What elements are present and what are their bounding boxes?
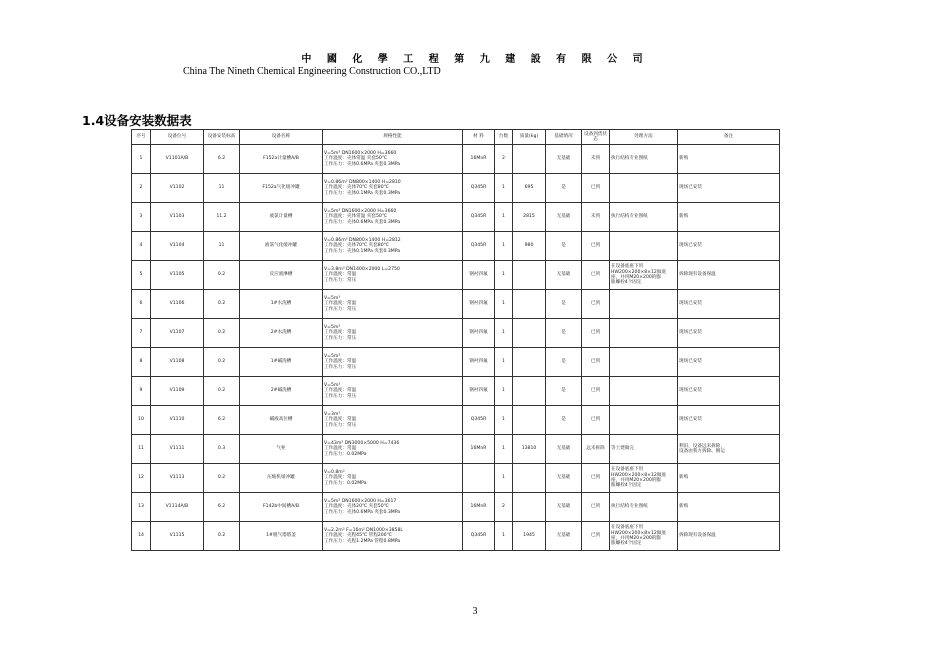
arrival-status-cell: 已到 xyxy=(582,319,610,348)
table-row xyxy=(132,319,780,348)
foundation-cell: 无基础 xyxy=(546,203,582,232)
row-number-cell: 14 xyxy=(132,522,151,551)
mass-cell xyxy=(513,145,546,174)
quantity-cell: 1 xyxy=(495,435,513,464)
foundation-cell: 无基础 xyxy=(546,493,582,522)
table-row xyxy=(132,464,780,493)
remark-cell: 拆除现有设备保温 xyxy=(678,522,780,551)
specification-cell: V=0.86m³ DN800×1400 H=2810 工作温度：壳体70℃ 夹套80℃ 工作压力：壳体0.1MPa 夹套0.3MPa xyxy=(323,174,463,203)
install-elevation-cell: 0.2 xyxy=(204,319,240,348)
install-elevation-cell: 0.2 xyxy=(204,348,240,377)
handling-method-cell xyxy=(610,232,678,261)
foundation-cell: 是 xyxy=(546,319,582,348)
arrival-status-cell: 已到 xyxy=(582,493,610,522)
table-row xyxy=(132,377,780,406)
mass-cell xyxy=(513,319,546,348)
foundation-cell: 是 xyxy=(546,290,582,319)
material-cell: Q345R xyxy=(463,406,495,435)
equipment-tag-cell: V1105 xyxy=(151,261,204,290)
row-number-cell: 5 xyxy=(132,261,151,290)
equipment-tag-cell: V1110 xyxy=(151,406,204,435)
material-cell: 钢衬四氟 xyxy=(463,377,495,406)
handling-method-cell xyxy=(610,377,678,406)
handling-method-cell: 执行结构专业图纸 xyxy=(610,493,678,522)
quantity-cell: 1 xyxy=(495,522,513,551)
column-header: 设备到货状态 xyxy=(582,130,610,145)
remark-cell: 现场已安装 xyxy=(678,290,780,319)
quantity-cell: 2 xyxy=(495,145,513,174)
remark-cell: 现场已安装 xyxy=(678,232,780,261)
equipment-tag-cell: V1115 xyxy=(151,522,204,551)
material-cell: 钢衬四氟 xyxy=(463,290,495,319)
column-header: 基础情况 xyxy=(546,130,582,145)
row-number-cell: 9 xyxy=(132,377,151,406)
row-number-cell: 6 xyxy=(132,290,151,319)
table-body xyxy=(132,145,780,551)
company-name-cn: 中 國 化 學 工 程 第 九 建 設 有 限 公 司 xyxy=(301,54,649,65)
foundation-cell: 无基础 xyxy=(546,435,582,464)
foundation-cell: 是 xyxy=(546,406,582,435)
row-number-cell: 2 xyxy=(132,174,151,203)
equipment-name-cell: 液氯气化缓冲罐 xyxy=(240,232,323,261)
handling-method-cell xyxy=(610,319,678,348)
specification-cell: V=5m³ DN1600×2000 H=3660 工作温度：壳体常温 夹套50℃ 工作压力：壳体0.6MPa 夹套0.3MPa xyxy=(323,203,463,232)
handling-method-cell xyxy=(610,406,678,435)
row-number-cell: 11 xyxy=(132,435,151,464)
table-row xyxy=(132,232,780,261)
install-elevation-cell: 0.2 xyxy=(204,261,240,290)
remark-cell: 新购 xyxy=(678,493,780,522)
mass-cell: 2815 xyxy=(513,203,546,232)
equipment-tag-cell: V1102 xyxy=(151,174,204,203)
equipment-tag-cell: V1107 xyxy=(151,319,204,348)
material-cell: Q345R xyxy=(463,522,495,551)
quantity-cell: 1 xyxy=(495,348,513,377)
foundation-cell: 是 xyxy=(546,377,582,406)
mass-cell xyxy=(513,406,546,435)
company-name-en: China The Nineth Chemical Engineering Construction CO.,LTD xyxy=(183,66,441,77)
row-number-cell: 3 xyxy=(132,203,151,232)
foundation-cell: 无基础 xyxy=(546,261,582,290)
equipment-tag-cell: V1109 xyxy=(151,377,204,406)
table-row xyxy=(132,174,780,203)
equipment-name-cell: 反应液淋槽 xyxy=(240,261,323,290)
install-elevation-cell: 0.2 xyxy=(204,464,240,493)
foundation-cell: 无基础 xyxy=(546,522,582,551)
column-header: 序号 xyxy=(132,130,151,145)
handling-method-cell: 等土建做完 xyxy=(610,435,678,464)
mass-cell xyxy=(513,493,546,522)
quantity-cell: 1 xyxy=(495,203,513,232)
equipment-tag-cell: V1111 xyxy=(151,435,204,464)
handling-method-cell: 在设备底座下用 HW200×200×8×12做底 座，并用M20×200的膨 胀螺栓4个固定 xyxy=(610,522,678,551)
arrival-status-cell: 已到 xyxy=(582,522,610,551)
remark-cell: 现场已安装 xyxy=(678,348,780,377)
column-header: 质量(kg) xyxy=(513,130,546,145)
arrival-status-cell: 已到 xyxy=(582,348,610,377)
specification-cell: V=0.86m³ DN800×1400 H=2812 工作温度：壳体70℃ 夹套80℃ 工作压力：壳体0.1MPa 夹套0.3MPa xyxy=(323,232,463,261)
equipment-tag-cell: V1103 xyxy=(151,203,204,232)
foundation-cell: 无基础 xyxy=(546,145,582,174)
specification-cell: V=3m³ 工作温度：常温 工作压力：常压 xyxy=(323,406,463,435)
specification-cell: V=3.8m³ DN1400×2000 L=2750 工作温度：常温 工作压力：常压 xyxy=(323,261,463,290)
table-header-row xyxy=(132,130,780,145)
material-cell: 钢衬四氟 xyxy=(463,319,495,348)
column-header: 材 料 xyxy=(463,130,495,145)
row-number-cell: 7 xyxy=(132,319,151,348)
mass-cell xyxy=(513,261,546,290)
equipment-name-cell: 压缩机缓冲罐 xyxy=(240,464,323,493)
equipment-data-table xyxy=(131,129,780,551)
table-row xyxy=(132,290,780,319)
install-elevation-cell: 6.2 xyxy=(204,145,240,174)
equipment-tag-cell: V1106 xyxy=(151,290,204,319)
specification-cell: V=43m³ DN3000×5000 H=7436 工作温度：常温 工作压力：0.02MPa xyxy=(323,435,463,464)
quantity-cell: 1 xyxy=(495,406,513,435)
quantity-cell: 1 xyxy=(495,261,513,290)
specification-cell: V=2.2m³ F=16m² DN1000×3858L 工作温度：壳程45℃ 管程200℃ 工作压力：壳程1.2MPa 管程0.8MPa xyxy=(323,522,463,551)
arrival-status-cell: 远未拆除 xyxy=(582,435,610,464)
table-row xyxy=(132,348,780,377)
column-header: 台数 xyxy=(495,130,513,145)
handling-method-cell: 执行结构专业图纸 xyxy=(610,203,678,232)
row-number-cell: 13 xyxy=(132,493,151,522)
page-number: 3 xyxy=(472,606,478,617)
arrival-status-cell: 已到 xyxy=(582,174,610,203)
arrival-status-cell: 未到 xyxy=(582,203,610,232)
mass-cell: 980 xyxy=(513,232,546,261)
quantity-cell: 1 xyxy=(495,290,513,319)
remark-cell: 利旧，设备远未拆除， 设备由我方拆除、倒运 xyxy=(678,435,780,464)
install-elevation-cell: 6.2 xyxy=(204,493,240,522)
install-elevation-cell: 0.3 xyxy=(204,435,240,464)
mass-cell xyxy=(513,348,546,377)
arrival-status-cell: 已到 xyxy=(582,406,610,435)
row-number-cell: 10 xyxy=(132,406,151,435)
equipment-name-cell: 2#碱洗槽 xyxy=(240,377,323,406)
specification-cell: V=5m³ DN1600×2000 H=3617 工作温度：壳体20℃ 夹套50℃ 工作压力：壳体0.6MPa 夹套0.3MPa xyxy=(323,493,463,522)
material-cell: Q345R xyxy=(463,203,495,232)
quantity-cell: 1 xyxy=(495,232,513,261)
column-header: 处理方法 xyxy=(610,130,678,145)
equipment-name-cell: 2#水洗槽 xyxy=(240,319,323,348)
quantity-cell: 2 xyxy=(495,493,513,522)
handling-method-cell: 执行结构专业图纸 xyxy=(610,145,678,174)
row-number-cell: 8 xyxy=(132,348,151,377)
quantity-cell: 1 xyxy=(495,377,513,406)
column-header: 设备安装标高 xyxy=(204,130,240,145)
remark-cell: 新购 xyxy=(678,203,780,232)
arrival-status-cell: 已到 xyxy=(582,232,610,261)
quantity-cell: 1 xyxy=(495,319,513,348)
foundation-cell: 是 xyxy=(546,232,582,261)
install-elevation-cell: 11 xyxy=(204,174,240,203)
equipment-name-cell: 1#碱洗槽 xyxy=(240,348,323,377)
mass-cell xyxy=(513,464,546,493)
equipment-name-cell: F142b中间槽A/B xyxy=(240,493,323,522)
equipment-tag-cell: V1104 xyxy=(151,232,204,261)
material-cell: 16MnR xyxy=(463,435,495,464)
arrival-status-cell: 已到 xyxy=(582,261,610,290)
remark-cell: 现场已安装 xyxy=(678,406,780,435)
mass-cell: 13810 xyxy=(513,435,546,464)
equipment-name-cell: 1#水洗槽 xyxy=(240,290,323,319)
install-elevation-cell: 11.2 xyxy=(204,203,240,232)
material-cell xyxy=(463,464,495,493)
row-number-cell: 1 xyxy=(132,145,151,174)
handling-method-cell xyxy=(610,290,678,319)
handling-method-cell xyxy=(610,174,678,203)
mass-cell: 695 xyxy=(513,174,546,203)
remark-cell: 拆除现有设备保温 xyxy=(678,261,780,290)
column-header: 规格性能 xyxy=(323,130,463,145)
equipment-name-cell: 气柜 xyxy=(240,435,323,464)
table-row xyxy=(132,435,780,464)
foundation-cell: 是 xyxy=(546,348,582,377)
specification-cell: V=5m³ 工作温度：常温 工作压力：常压 xyxy=(323,377,463,406)
equipment-tag-cell: V1108 xyxy=(151,348,204,377)
equipment-name-cell: F152a计量槽A/B xyxy=(240,145,323,174)
equipment-name-cell: F152a气化缓冲罐 xyxy=(240,174,323,203)
remark-cell: 新购 xyxy=(678,145,780,174)
install-elevation-cell: 6.2 xyxy=(204,406,240,435)
section-title: 1.4设备安装数据表 xyxy=(82,113,192,128)
specification-cell: V=5m³ 工作温度：常温 工作压力：常压 xyxy=(323,319,463,348)
column-header: 设备位号 xyxy=(151,130,204,145)
row-number-cell: 4 xyxy=(132,232,151,261)
remark-cell: 新购 xyxy=(678,464,780,493)
material-cell: 钢衬四氟 xyxy=(463,348,495,377)
quantity-cell: 1 xyxy=(495,174,513,203)
handling-method-cell: 在设备底座下用 HW200×200×8×12做底 座，并用M20×200的膨 胀螺栓4个固定 xyxy=(610,464,678,493)
equipment-tag-cell: V1114A/B xyxy=(151,493,204,522)
arrival-status-cell: 未到 xyxy=(582,145,610,174)
install-elevation-cell: 0.2 xyxy=(204,522,240,551)
material-cell: 钢衬四氟 xyxy=(463,261,495,290)
foundation-cell: 无基础 xyxy=(546,464,582,493)
remark-cell: 现场已安装 xyxy=(678,319,780,348)
column-header: 设备名称 xyxy=(240,130,323,145)
table-row xyxy=(132,406,780,435)
install-elevation-cell: 0.2 xyxy=(204,290,240,319)
specification-cell: V=5m³ 工作温度：常温 工作压力：常压 xyxy=(323,290,463,319)
install-elevation-cell: 0.2 xyxy=(204,377,240,406)
material-cell: Q345R xyxy=(463,174,495,203)
arrival-status-cell: 已到 xyxy=(582,377,610,406)
mass-cell xyxy=(513,290,546,319)
remark-cell: 现场已安装 xyxy=(678,174,780,203)
handling-method-cell xyxy=(610,348,678,377)
equipment-tag-cell: V1113 xyxy=(151,464,204,493)
install-elevation-cell: 11 xyxy=(204,232,240,261)
equipment-name-cell: 碱液高位槽 xyxy=(240,406,323,435)
table-row xyxy=(132,261,780,290)
mass-cell xyxy=(513,377,546,406)
table-row xyxy=(132,145,780,174)
table-row xyxy=(132,493,780,522)
material-cell: Q345R xyxy=(463,232,495,261)
table-row xyxy=(132,203,780,232)
mass-cell: 1945 xyxy=(513,522,546,551)
arrival-status-cell: 已到 xyxy=(582,464,610,493)
foundation-cell: 是 xyxy=(546,174,582,203)
arrival-status-cell: 已到 xyxy=(582,290,610,319)
column-header: 备注 xyxy=(678,130,780,145)
table-row xyxy=(132,522,780,551)
remark-cell: 现场已安装 xyxy=(678,377,780,406)
specification-cell: V=5m³ DN1600×2000 H=3660 工作温度：壳体常温 夹套50℃ 工作压力：壳体0.6MPa 夹套0.3MPa xyxy=(323,145,463,174)
quantity-cell: 1 xyxy=(495,464,513,493)
material-cell: 16MnR xyxy=(463,145,495,174)
equipment-tag-cell: V1101A/B xyxy=(151,145,204,174)
material-cell: 16MnR xyxy=(463,493,495,522)
equipment-name-cell: 1#脱气塔塔釜 xyxy=(240,522,323,551)
equipment-name-cell: 液氯计量槽 xyxy=(240,203,323,232)
handling-method-cell: 在设备底座下用 HW200×200×8×12做底 座，并用M20×200的膨 胀螺栓4个固定 xyxy=(610,261,678,290)
specification-cell: V=0.8m³ 工作温度：常温 工作压力：0.02MPa xyxy=(323,464,463,493)
row-number-cell: 12 xyxy=(132,464,151,493)
specification-cell: V=5m³ 工作温度：常温 工作压力：常压 xyxy=(323,348,463,377)
